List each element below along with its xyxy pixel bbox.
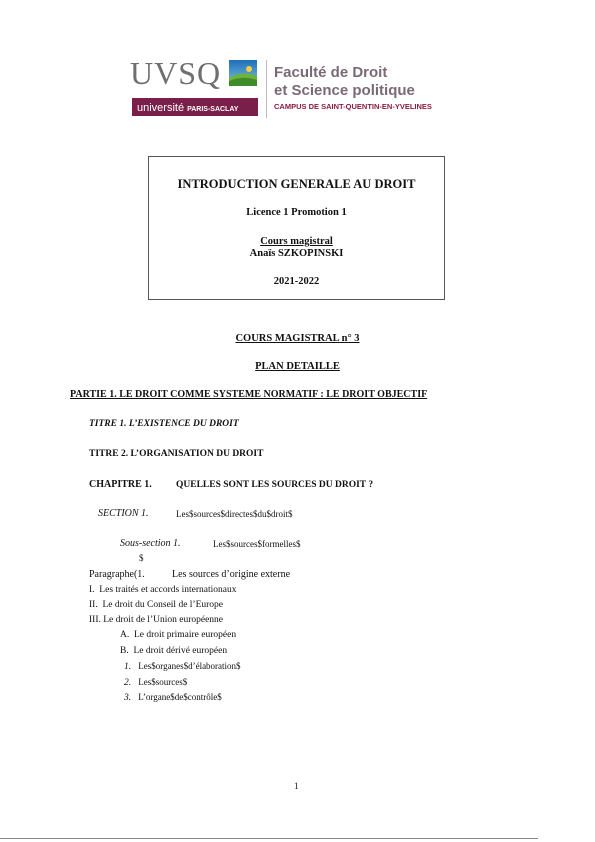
list-item — [120, 646, 227, 656]
partie-heading: PARTIE 1. LE DROIT COMME SYSTEME NORMATIF : LE DROIT OBJECTIF — [70, 389, 428, 400]
list-item — [124, 692, 222, 703]
plan-heading: PLAN DETAILLE — [255, 361, 340, 372]
universite-label: université — [137, 102, 185, 114]
item-text: Le droit du Conseil de l’Europe — [102, 600, 224, 610]
item-text: Les traités et accords internationaux — [99, 585, 237, 595]
list-item — [124, 661, 241, 672]
list-item — [124, 677, 187, 688]
titre2-heading: TITRE 2. L’ORGANISATION DU DROIT — [89, 449, 264, 459]
paris-saclay-label: PARIS-SACLAY — [187, 106, 239, 113]
list-item — [120, 630, 236, 640]
section-label: SECTION 1. — [98, 508, 149, 519]
academic-year: 2021-2022 — [273, 276, 320, 287]
course-title: INTRODUCTION GENERALE AU DROIT — [177, 177, 416, 191]
stray-marker: $ — [139, 553, 144, 563]
item-text: Les$organes$d’élaboration$ — [138, 661, 241, 671]
sous-section-label: Sous-section 1. — [120, 538, 181, 549]
titre1-heading: TITRE 1. L’EXISTENCE DU DROIT — [89, 419, 239, 429]
teacher-name: Anaïs SZKOPINSKI — [249, 248, 344, 259]
course-title-box — [148, 156, 445, 300]
list-item — [89, 600, 223, 610]
item-text: Les$sources$ — [138, 677, 188, 687]
page-number: 1 — [294, 781, 299, 791]
item-number: 1. — [124, 662, 132, 672]
uvsq-landscape-icon — [229, 60, 257, 86]
item-number: A. — [120, 630, 130, 640]
faculty-name-line1: Faculté de Droit — [274, 64, 388, 81]
list-item — [89, 615, 223, 625]
item-text: Le droit primaire européen — [134, 630, 237, 640]
sous-section-title: Les$sources$formelles$ — [213, 539, 301, 549]
page-bottom-rule — [0, 838, 538, 839]
item-number: III. — [89, 615, 101, 625]
chapitre-title: QUELLES SONT LES SOURCES DU DROIT ? — [176, 480, 374, 490]
item-number: I. — [89, 585, 95, 595]
faculty-name-line2: et Science politique — [274, 82, 415, 99]
item-number: 3. — [124, 693, 132, 703]
uvsq-wordmark: UVSQ — [130, 55, 222, 91]
cours-type: Cours magistral — [260, 236, 333, 247]
section-title: Les$sources$directes$du$droit$ — [176, 509, 293, 519]
licence-line: Licence 1 Promotion 1 — [246, 207, 347, 218]
chapitre-label: CHAPITRE 1. — [89, 479, 152, 490]
lecture-heading: COURS MAGISTRAL n° 3 — [235, 333, 360, 344]
item-number: B. — [120, 646, 129, 656]
item-text: L’organe$de$contrôle$ — [138, 692, 222, 702]
faculty-logo — [130, 55, 470, 124]
universite-paris-saclay-banner — [132, 98, 258, 116]
paragraphe-title: Les sources d’origine externe — [172, 569, 291, 580]
item-number: 2. — [124, 678, 132, 688]
item-text: Le droit de l’Union européenne — [103, 615, 224, 625]
list-item — [89, 585, 236, 595]
item-text: Le droit dérivé européen — [133, 646, 228, 656]
campus-name: CAMPUS DE SAINT-QUENTIN-EN-YVELINES — [274, 102, 432, 111]
paragraphe-label: Paragraphe(1. — [89, 569, 145, 580]
item-number: II. — [89, 600, 98, 610]
logo-divider — [266, 60, 267, 118]
